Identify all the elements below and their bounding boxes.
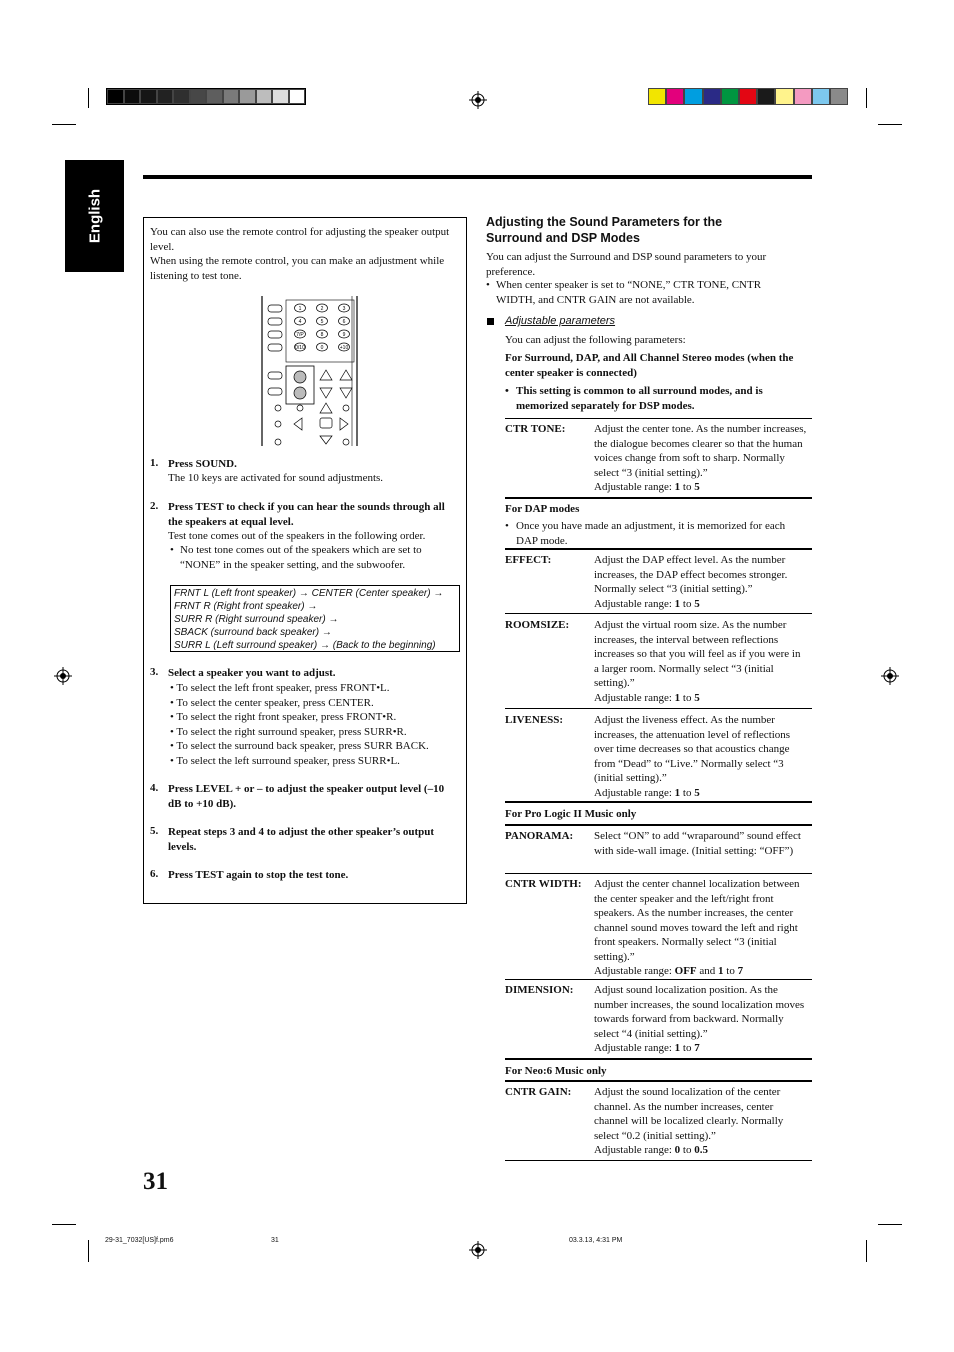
range-low: 1 [674,597,681,610]
range-high: 7 [694,1042,700,1054]
bullet-dot: • [505,520,509,532]
bullet-dot: • [505,385,509,397]
range-to: to [680,597,695,610]
mode-title: For DAP modes [505,503,580,515]
range-low: OFF [674,965,697,977]
param-range [594,964,808,979]
section-heading [486,214,722,246]
range-prefix: Adjustable range: [594,597,675,610]
table-rule [505,613,812,614]
range-prefix: Adjustable range: [594,786,675,799]
step-title: Press LEVEL + or – to adjust the speaker output level (–10 dB to +10 dB). [168,783,445,810]
param-definition [594,983,808,1056]
order-line: SBACK (surround back speaker) → [174,627,332,638]
range-low: 1 [674,481,681,493]
step-title: Press TEST to check if you can hear the sounds through all the speakers at equal level. [168,501,445,528]
param-term: EFFECT: [505,554,552,566]
color-swatch [775,88,793,105]
param-text: Adjust the center channel localization between the center speaker and the left/right front speakers. As the number increases, the center channel sound moves toward the left and right front speakers. Normally select “3 (initial setting).” [594,878,800,963]
remote-key-label: 6 [342,318,346,325]
param-range [594,480,808,495]
section-intro: You can adjust the Surround and DSP sound parameters to your preference. [486,251,767,278]
footer-page: 31 [271,1237,279,1244]
step-bullet: • To select the center speaker, press CENTER. [170,696,374,709]
param-definition [594,1085,808,1158]
color-swatch [206,89,223,104]
remote-key-label: 3 [342,305,346,312]
param-term: ROOMSIZE: [505,619,570,631]
table-rule [505,1058,812,1060]
color-swatch [812,88,830,105]
sub-intro: You can adjust the following parameters: [505,334,686,346]
color-swatch [272,89,289,104]
range-to: to [723,965,738,977]
color-swatch [140,89,157,104]
range-prefix: Adjustable range: [594,481,675,493]
step-number: 5. [150,825,159,837]
range-high: 5 [694,691,700,704]
param-term: CNTR GAIN: [505,1086,572,1098]
param-definition: Select “ON” to add “wraparound” sound effect with side-wall image. (Initial setting: “OFF”) [594,830,801,857]
process-color-bar [648,88,848,105]
group-bullet: This setting is common to all surround modes, and is memorized separately for DSP modes. [516,385,763,412]
table-rule [505,708,812,709]
step-title: Select a speaker you want to adjust. [168,667,336,679]
order-line: SURR L (Left surround speaker) → (Back to the beginning) [174,640,436,651]
param-definition [594,877,808,979]
step-bullet: No test tone comes out of the speakers which are set to “NONE” in the speaker setting, and the subwoofer. [180,544,422,571]
remote-key-label: +10 [339,344,349,351]
param-definition [594,553,808,611]
remote-key-label: 2 [320,305,324,312]
intro-line: You can also use the remote control for adjusting the speaker output level. [150,226,450,253]
footer-filename: 29-31_7032[US]f.pm6 [105,1237,174,1244]
color-swatch [256,89,273,104]
mode-title: For Pro Logic II Music only [505,808,637,820]
subheading: Adjustable parameters [505,315,616,327]
range-low: 1 [674,691,681,704]
footer-date: 03.3.13, 4:31 PM [569,1237,623,1244]
table-rule [505,824,812,826]
range-high: 7 [737,965,744,977]
param-term: LIVENESS: [505,714,564,726]
registration-target-icon [881,667,899,685]
table-rule [505,1080,812,1082]
range-prefix: Adjustable range: [594,1144,675,1156]
remote-key-label: 9 [342,331,346,338]
range-prefix: Adjustable range: [594,1042,675,1054]
order-line: SURR R (Right surround speaker) → [174,614,339,625]
step-bullet: • To select the left front speaker, press FRONT•L. [170,682,390,694]
color-swatch [684,88,702,105]
remote-intro [150,225,455,283]
mode-title: For Neo:6 Music only [505,1065,607,1077]
color-swatch [173,89,190,104]
range-high: 5 [694,786,700,799]
table-rule [505,497,812,499]
heading-line: Surround and DSP Modes [486,231,640,245]
color-swatch [124,89,141,104]
range-low: 1 [674,786,681,799]
mode-bullet: Once you have made an adjustment, it is memorized for each DAP mode. [516,520,786,547]
range-low: 0 [674,1144,681,1156]
range-to: to [680,786,695,799]
color-swatch [830,88,848,105]
remote-key-label: 1 [298,305,302,312]
color-swatch [721,88,739,105]
step-title: Repeat steps 3 and 4 to adjust the other speaker’s output levels. [168,826,435,853]
param-term: CTR TONE: [505,423,566,435]
param-term: CNTR WIDTH: [505,878,582,890]
color-swatch [757,88,775,105]
param-range [594,1041,808,1056]
language-tab-label: English [86,188,104,244]
step-title: Press SOUND. [168,458,237,470]
table-rule [505,1160,812,1161]
range-to: to [680,691,695,704]
range-prefix: Adjustable range: [594,965,675,977]
heading-line: Adjusting the Sound Parameters for the [486,215,723,229]
param-definition [594,422,808,495]
table-rule [505,873,812,874]
table-rule [505,418,812,419]
param-range [594,597,808,612]
bullet-dot: • [486,279,490,291]
remote-key-label: 7/P [296,331,304,338]
step-bullet: • To select the left surround speaker, press SURR•L. [170,754,400,767]
param-text: Adjust the virtual room size. As the number increases, the interval between reflections increases so that you will feel as if you were in a larger room. Normally select “3 (initial setting).” [594,619,801,689]
range-mid: 1 [718,965,724,977]
range-to: to [680,1042,695,1054]
step-number: 2. [150,500,159,512]
color-swatch [666,88,684,105]
gray-color-bar [106,88,306,105]
order-line: FRNT R (Right front speaker) → [174,601,318,612]
color-swatch [648,88,666,105]
color-swatch [739,88,757,105]
table-rule [505,979,812,980]
color-swatch [223,89,240,104]
param-term: DIMENSION: [505,984,574,996]
range-to: to [680,1144,695,1156]
order-line: FRNT L (Left front speaker) → CENTER (Center speaker) → [174,588,444,599]
bullet-dot: • [170,544,174,556]
param-definition [594,618,808,705]
range-and: and [696,965,719,977]
header-rule [143,175,812,179]
intro-bullet: When center speaker is set to “NONE,” CTR TONE, CNTR WIDTH, and CNTR GAIN are not available. [496,279,762,306]
table-rule [505,548,812,550]
language-tab [65,160,124,272]
param-range [594,691,808,706]
step-number: 4. [150,782,159,794]
step-bullet: • To select the right surround speaker, press SURR•R. [170,725,407,738]
color-swatch [794,88,812,105]
remote-key-label: 5 [320,318,324,325]
color-swatch [107,89,124,104]
remote-control-illustration [258,296,362,446]
step-number: 6. [150,868,159,880]
speaker-order-box [170,585,460,652]
table-rule [505,801,812,803]
step-bullet: • To select the surround back speaker, press SURR BACK. [170,740,429,752]
param-term: PANORAMA: [505,830,574,842]
range-prefix: Adjustable range: [594,691,675,704]
range-low: 1 [674,1042,681,1054]
remote-key-label: 4 [298,318,302,325]
remote-key-label: 8 [320,331,324,338]
range-high: 5 [694,597,700,610]
step-bullet: • To select the right front speaker, press FRONT•R. [170,711,397,723]
remote-key-label: 0 [320,344,324,351]
step-body: Test tone comes out of the speakers in the following order. [168,530,426,542]
square-bullet-icon [487,318,494,325]
group-title: For Surround, DAP, and All Channel Stereo modes (when the center speaker is connected) [505,352,794,379]
range-high: 5 [694,481,700,493]
param-text: Adjust the sound localization of the center channel. As the number increases, center channel will be localized clearly. Normally select “0.2 (initial setting).” [594,1086,784,1142]
param-text: Adjust the DAP effect level. As the number increases, the DAP effect becomes stronger. Normally select “3 (initial setting).” [594,554,788,595]
color-swatch [703,88,721,105]
color-swatch [190,89,207,104]
registration-target-icon [469,91,487,109]
step-number: 1. [150,457,159,469]
param-text: Adjust the center tone. As the number increases, the dialogue becomes clearer so that the human voices change from soft to sharp. Normally select “3 (initial setting).” [594,423,807,479]
range-to: to [680,481,695,493]
page-number: 31 [143,1168,168,1195]
range-high: 0.5 [694,1144,708,1156]
color-swatch [157,89,174,104]
step-title: Press TEST again to stop the test tone. [168,869,349,881]
color-swatch [239,89,256,104]
color-swatch [289,89,306,104]
registration-target-icon [54,667,72,685]
param-definition [594,713,808,800]
intro-line: When using the remote control, you can make an adjustment while listening to test tone. [150,255,445,282]
remote-key-label: 0/10 [295,344,305,351]
param-text: Adjust sound localization position. As the number increases, the sound localization moves towards forward from backward. Normally select “4 (initial setting).” [594,984,805,1040]
param-range [594,786,808,801]
registration-target-icon [469,1241,487,1259]
param-text: Adjust the liveness effect. As the number increases, the attenuation level of reflections over time decreases so that acoustics change from “Dead” to “Live.” Normally select “3 (initial setting).” [594,714,791,784]
step-number: 3. [150,666,159,678]
param-range [594,1143,808,1158]
step-body: The 10 keys are activated for sound adjustments. [168,472,384,484]
